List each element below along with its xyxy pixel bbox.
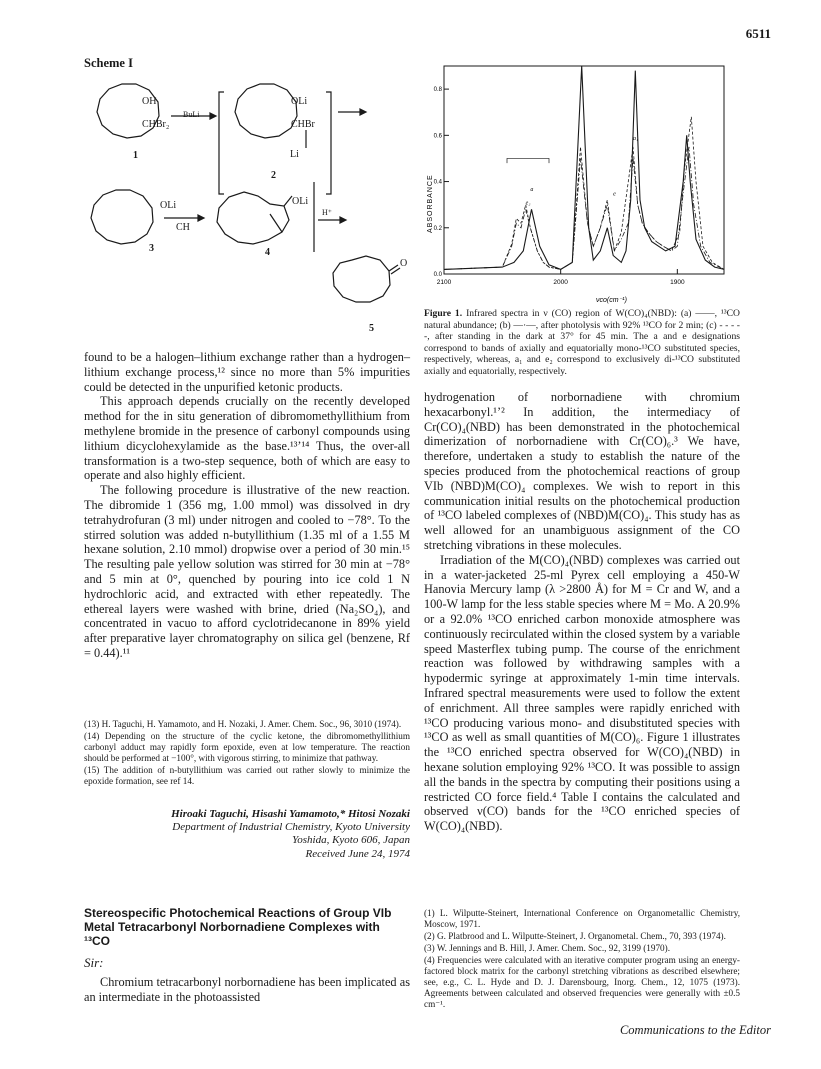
label-hplus: H⁺ xyxy=(322,208,332,217)
label-c4-oli: OLi xyxy=(292,196,309,207)
figure-caption-label: Figure 1. xyxy=(424,308,463,319)
spectrum-line-a xyxy=(444,66,724,269)
y-tick-label: 0.6 xyxy=(433,133,442,140)
x-tick-label: 2000 xyxy=(553,279,568,286)
label-c3-sub: CH xyxy=(176,222,190,233)
left-paragraph-2: This approach depends crucially on the recently developed method for the in situ generation of dibromomethyllithium from methylene bromide in the presence of carbonyl compounds using lithium dicyclohexylamide as the base.¹³ʼ¹⁴ Thus, the over-all transformation is a two-step sequence, both of which are easy to operate and also highly efficient. xyxy=(84,394,410,483)
footnote-4: (4) Frequencies were calculated with an iterative computer program using an energy-factored block matrix for the carbonyl stretching vibrations as described elsewhere; see, e.g., C. L. Hyde and D. J. Darensbourg, Inorg. Chem., 12, 1075 (1973). Agreements between calculated and observed frequencies were generally with ±0.5 cm⁻¹. xyxy=(424,955,740,1009)
label-buli: BuLi xyxy=(183,110,200,119)
compound-number-5: 5 xyxy=(369,323,374,334)
next-article-paragraph: Chromium tetracarbonyl norbornadiene has been implicated as an intermediate in the photoassisted xyxy=(84,975,410,1004)
inset-bracket xyxy=(507,158,549,163)
received-date: Received June 24, 1974 xyxy=(305,847,410,860)
footnote-14: (14) Depending on the structure of the cyclic ketone, the dibromomethyllithium carbonyl adduct may rapidly form epoxide, even at low temperature. The reaction should be performed at −100°, with vigorous stirring, to minimize that pathway. xyxy=(84,731,410,763)
left-paragraph-1: found to be a halogen–lithium exchange rather than a hydrogen–lithium exchange process,¹² since no more than 5% impurities could be detected in the unpurified ketonic products. xyxy=(84,350,410,394)
footnote-13: (13) H. Taguchi, H. Yamamoto, and H. Nozaki, J. Amer. Chem. Soc., 96, 3010 (1974). xyxy=(84,719,402,729)
left-paragraph-3: The following procedure is illustrative of the new reaction. The dibromide 1 (356 mg, 1.00 mmol) was dissolved in dry tetrahydrofuran (3 ml) under nitrogen and cooled to −78°. To the stirred solution was added n-butyllithium (1.35 ml of a 1.55 M hexane solution, 2.10 mmol) dropwise over a period of 30 min.¹⁵ The resulting pale yellow solution was stirred for 30 min at −78° and 5 min at 0°, quenched by pouring into ice cold 1 N hydrochloric acid, and extracted with ether repeatedly. The ethereal layers were washed with brine, dried (Na₂SO₄), and concentrated in vacuo to afford cyclotridecanone in 89% yield after preparative layer chromatography on silica gel (benzene, Rf = 0.44).¹¹ xyxy=(84,483,410,660)
next-article-title: Stereospecific Photochemical Reactions of Group VIb Metal Tetracarbonyl Norbornadiene Complexes with ¹³CO xyxy=(84,906,392,948)
x-axis-label: νco(cm⁻¹) xyxy=(596,297,627,304)
section-footer: Communications to the Editor xyxy=(619,1023,771,1037)
x-tick-label: 1900 xyxy=(670,279,685,286)
label-c2-sub: CHBr xyxy=(291,119,315,130)
footnote-1: (1) L. Wilputte-Steinert, International Conference on Organometallic Chemistry, Moscow, 1971. xyxy=(424,908,740,929)
author-block xyxy=(84,808,410,861)
left-column-body xyxy=(84,350,410,661)
peak-label: a xyxy=(530,186,534,193)
peak-label: a₁ xyxy=(633,135,639,142)
label-c2-oli: OLi xyxy=(291,96,308,107)
left-footnotes xyxy=(84,719,410,788)
ring-2 xyxy=(235,84,297,138)
ring-4 xyxy=(217,192,289,244)
right-paragraph-1: hydrogenation of norbornadiene with chromium hexacarbonyl.¹ʼ² In addition, the intermediacy of Cr(CO)₄(NBD) has been demonstrated in the photochemical dimerization of norbornadiene with Cr(CO)₆.³ We have, therefore, undertaken a study to establish the nature of the species produced from the photochemical reactions of group VIb (NBD)M(CO)₄ complexes. We wish to report in this communication initial results on the photochemical production of ¹³CO labeled complexes of (NBD)M(CO)₄. This study has as well allowed for an unambiguous assignment of the CO stretching vibrations in these molecules. xyxy=(424,390,740,552)
footnote-2: (2) G. Platbrood and L. Wilputte-Steinert, J. Organometal. Chem., 70, 393 (1974). xyxy=(424,931,726,941)
ring-5 xyxy=(333,256,390,302)
compound-number-2: 2 xyxy=(271,170,276,181)
y-axis-label: ABSORBANCE xyxy=(427,174,434,233)
figure-caption-text: Infrared spectra in ν (CO) region of W(CO)₄(NBD): (a) ——, ¹³CO natural abundance; (b) —·—, after photolysis with 92% ¹³CO for 2 min; (c) - - - - -, after standing in the dark at 37° for 45 min. The a and e designations correspond to bands of axially and equatorially mono-¹³CO substituted species, respectively, whereas, a₁ and e₂ correspond to exclusively di-¹³CO substituted axially and equatorially, respectively. xyxy=(424,308,740,377)
author-department: Department of Industrial Chemistry, Kyoto University xyxy=(172,821,410,834)
salutation: Sir: xyxy=(84,955,104,970)
right-column-body xyxy=(424,390,740,834)
spectrum-line-b xyxy=(444,147,724,270)
compound-number-4: 4 xyxy=(265,247,270,258)
reaction-scheme xyxy=(78,72,408,347)
scheme-label: Scheme I xyxy=(84,56,133,70)
label-c5-o: O xyxy=(400,258,408,269)
y-tick-label: 0.0 xyxy=(433,272,442,278)
author-names: Hiroaki Taguchi, Hisashi Yamamoto,* Hitosi Nozaki xyxy=(171,808,410,820)
plot-frame xyxy=(444,66,724,274)
label-c1-sub: CHBr₂ xyxy=(142,119,170,130)
compound-number-1: 1 xyxy=(133,150,138,161)
compound-number-3: 3 xyxy=(149,243,154,254)
y-tick-label: 0.4 xyxy=(433,179,442,186)
label-c3-oli: OLi xyxy=(160,200,177,211)
author-address: Yoshida, Kyoto 606, Japan xyxy=(292,834,410,847)
peak-label: e xyxy=(613,191,616,198)
next-article-intro xyxy=(84,975,410,1005)
footnote-15: (15) The addition of n-butyllithium was carried out rather slowly to minimize the epoxide formation, see ref 14. xyxy=(84,765,410,786)
right-footnotes xyxy=(424,908,740,1011)
x-tick-label: 2100 xyxy=(436,279,452,286)
figure-caption xyxy=(424,308,740,378)
y-tick-label: 0.2 xyxy=(433,225,442,232)
ir-spectrum-chart xyxy=(424,58,736,308)
y-tick-label: 0.8 xyxy=(433,87,442,94)
footnote-3: (3) W. Jennings and B. Hill, J. Amer. Chem. Soc., 92, 3199 (1970). xyxy=(424,943,671,953)
label-c2-li: Li xyxy=(290,149,299,160)
right-paragraph-2: Irradiation of the M(CO)₄(NBD) complexes was carried out in a water-jacketed 25-ml Pyrex cell employing a 450-W Hanovia Mercury lamp (λ >2800 Å) for M = Cr and W, and a 100-W lamp for the less stable species where M = Mo. A 20.9% or a 92.0% ¹³CO enriched carbon monoxide atmosphere was continuously recirculated within the closed system by a variable speed Masterflex tubing pump. The course of the enrichment reaction was followed by withdrawing samples with a hypodermic syringe at approximately 1-min time intervals. Infrared spectral measurements were used to follow the extent of enrichment. All three samples were rapidly enriched with ¹³CO producing various mono- and disubstituted species with ¹³CO as well as small quantities of M(CO)₆. Figure 1 illustrates the ¹³CO enriched spectra observed for W(CO)₄(NBD) in hexane solution employing 92% ¹³CO. It was possible to assign all the bands in the spectra by computing their positions using a restricted CO force field.⁴ Table I contains the calculated and observed ν(CO) bands for the ¹³CO enriched species of W(CO)₄(NBD). xyxy=(424,552,740,834)
peak-label: e₂ xyxy=(525,200,531,207)
label-c1-oh: OH xyxy=(142,96,157,107)
page-number: 6511 xyxy=(745,26,771,41)
ring-3 xyxy=(91,190,153,244)
